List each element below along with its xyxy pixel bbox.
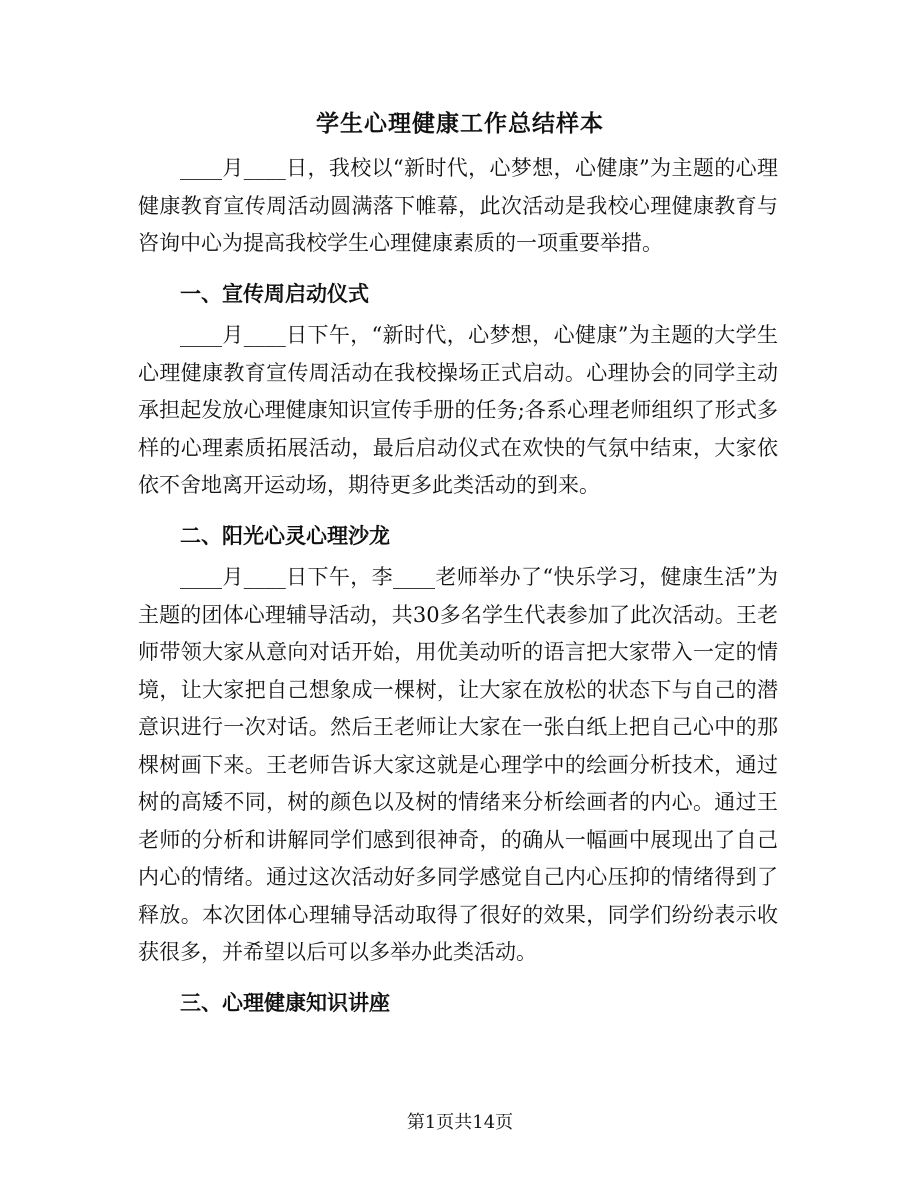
section-heading-2: 二、阳光心灵心理沙龙 bbox=[180, 522, 390, 548]
section-paragraph-1: ____月____日下午，“新时代，心梦想，心健康”为主题的大学生心理健康教育宣传周活动在我校操场正式启动。心理协会的同学主动承担起发放心理健康知识宣传手册的任务;各系心理老师组织了形式多样的心理素质拓展活动，最后启动仪式在欢快的气氛中结束，大家依依不舍地离开运动场，期待更多此类活动的到来。 bbox=[138, 323, 778, 497]
section-heading-3: 三、心理健康知识讲座 bbox=[180, 989, 390, 1015]
document-title: 学生心理健康工作总结样本 bbox=[316, 110, 604, 137]
section-heading-1: 一、宣传周启动仪式 bbox=[180, 280, 369, 306]
document-body bbox=[138, 150, 778, 1026]
page-number: 第1页共14页 bbox=[406, 1112, 514, 1133]
section-paragraph-2: ____月____日下午，李____老师举办了“快乐学习，健康生活”为主题的团体心理辅导活动，共30多名学生代表参加了此次活动。王老师带领大家从意向对话开始，用优美动听的语言把大家带入一定的情境，让大家把自己想象成一棵树，让大家在放松的状态下与自己的潜意识进行一次对话。然后王老师让大家在一张白纸上把自己心中的那棵树画下来。王老师告诉大家这就是心理学中的绘画分析技术，通过树的高矮不同，树的颜色以及树的情绪来分析绘画者的内心。通过王老师的分析和讲解同学们感到很神奇，的确从一幅画中展现出了自己内心的情绪。通过这次活动好多同学感觉自己内心压抑的情绪得到了释放。本次团体心理辅导活动取得了很好的效果，同学们纷纷表示收获很多，并希望以后可以多举办此类活动。 bbox=[138, 565, 778, 964]
intro-paragraph: ____月____日，我校以“新时代，心梦想，心健康”为主题的心理健康教育宣传周活动圆满落下帷幕，此次活动是我校心理健康教育与咨询中心为提高我校学生心理健康素质的一项重要举措。 bbox=[138, 156, 778, 255]
